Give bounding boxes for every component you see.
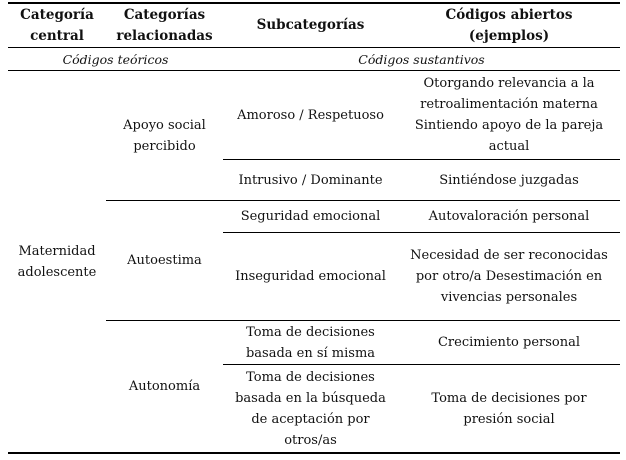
header-subcategories: Subcategorías	[256, 17, 365, 33]
codes-table	[8, 2, 620, 454]
subcategory: Intrusivo / Dominante	[238, 172, 383, 188]
related-category: Autonomía	[128, 379, 201, 394]
related-category: Apoyo social percibido	[123, 117, 206, 154]
open-codes: Toma de decisiones por presión social	[431, 390, 587, 427]
bottom-rule	[8, 452, 620, 454]
open-codes: Sintiéndose juzgadas	[439, 172, 579, 188]
header-central: Categoría central	[20, 6, 94, 44]
open-codes: Autovaloración personal	[428, 209, 590, 224]
header-related: Categorías relacionadas	[116, 6, 213, 44]
related-category: Autoestima	[127, 253, 202, 268]
subcategory: Toma de decisiones basada en la búsqueda de aceptación por otros/as	[235, 369, 386, 448]
subcategory: Amoroso / Respetuoso	[237, 107, 384, 123]
header-open-codes: Códigos abiertos (ejemplos)	[445, 6, 573, 44]
central-category: Maternidad adolescente	[17, 243, 97, 280]
open-codes: Crecimiento personal	[437, 335, 581, 350]
open-codes: Otorgando relevancia a la retroalimentación materna Sintiendo apoyo de la pareja actual	[414, 76, 604, 154]
subcategory: Toma de decisiones basada en sí misma	[245, 324, 376, 361]
subcategory: Seguridad emocional	[240, 209, 381, 224]
subheader-substantive: Códigos sustantivos	[358, 51, 485, 67]
subcategory: Inseguridad emocional	[235, 269, 386, 284]
subheader-theoretical: Códigos teóricos	[62, 51, 169, 67]
open-codes: Necesidad de ser reconocidas por otro/a Desestimación en vivencias personales	[410, 248, 608, 305]
